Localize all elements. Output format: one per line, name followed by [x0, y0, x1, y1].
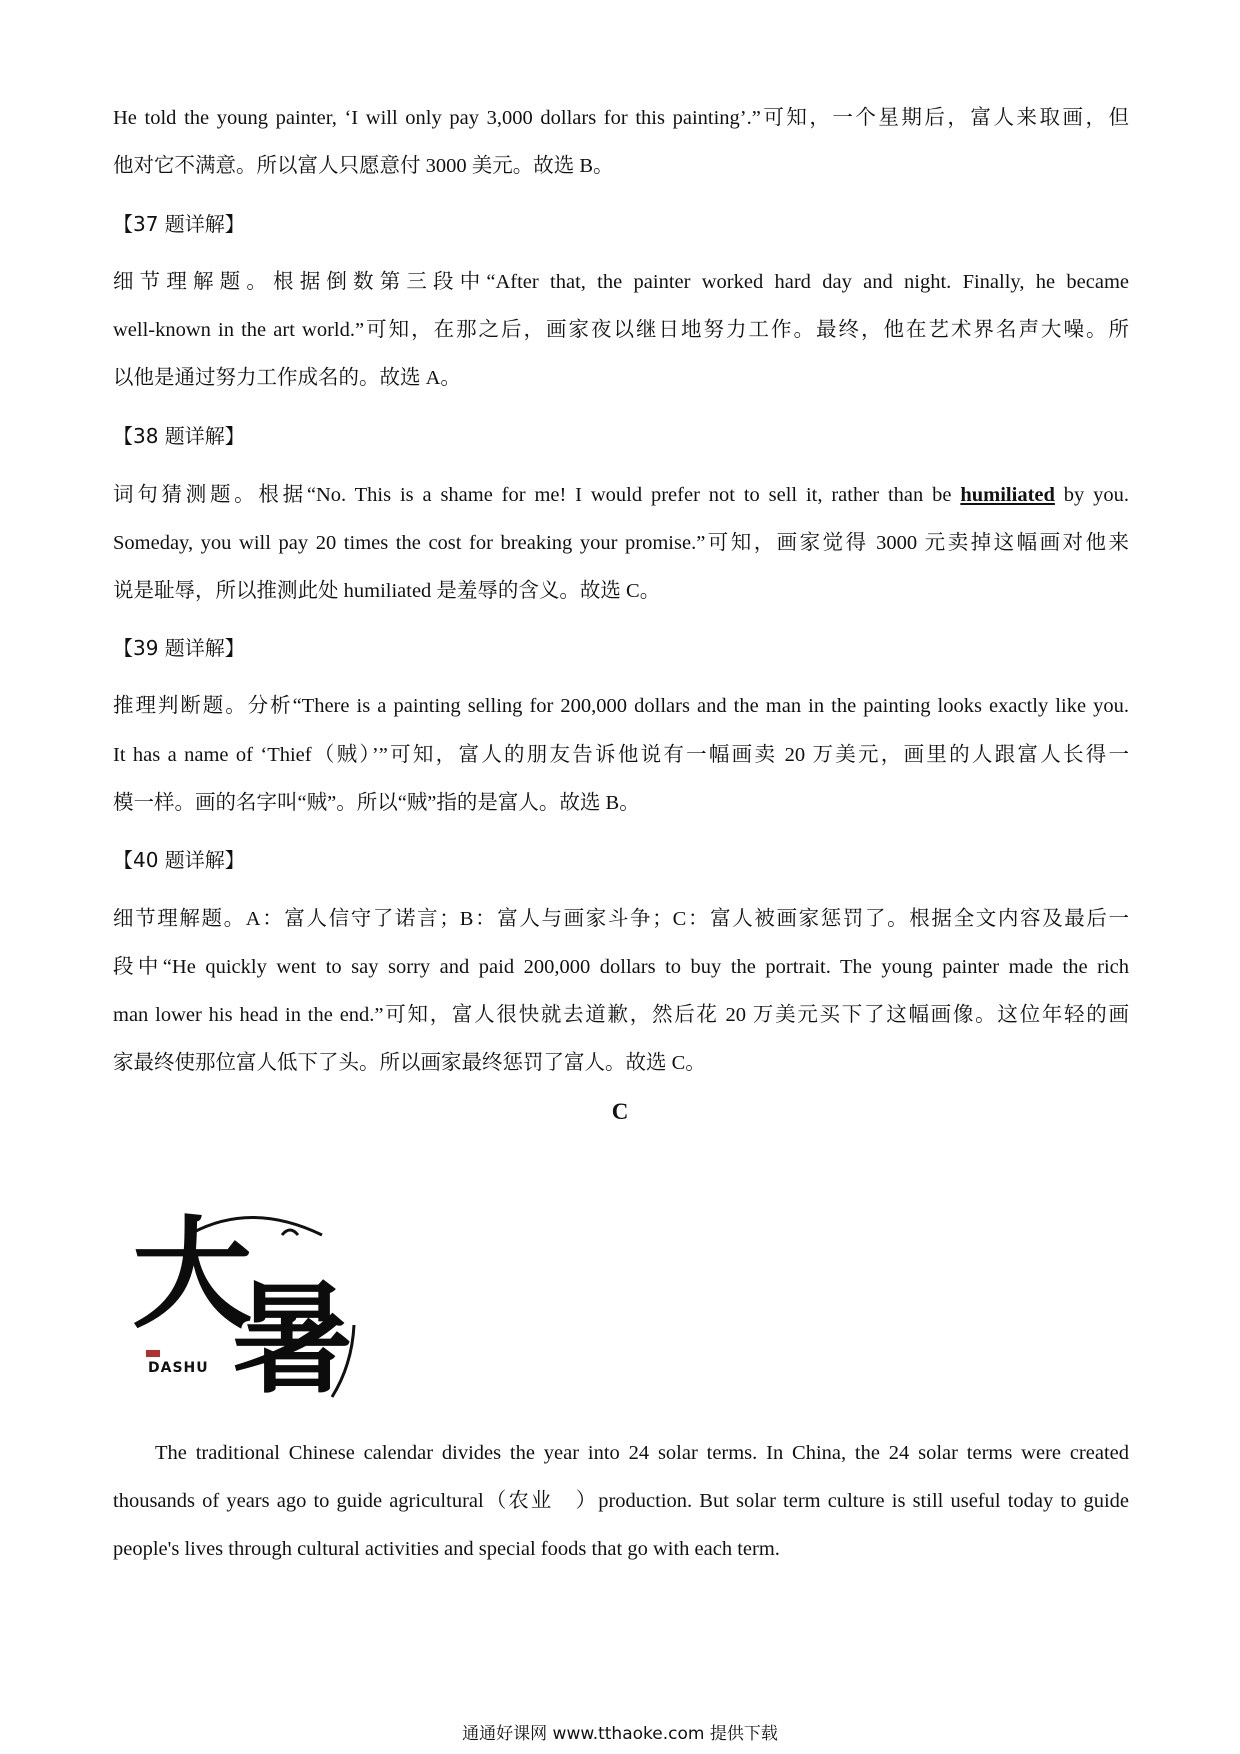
- q38-line-2: Someday, you will pay 20 times the cost for breaking your promise.”可知，画家觉得 3000 元卖掉这幅画对他来: [113, 532, 1129, 554]
- prev-para-line-1: He told the young painter, ‘I will only pay 3,000 dollars for this painting’.”可知，一个星期后，富人来取画，但: [113, 107, 1129, 129]
- q38-heading: 【38 题详解】: [113, 424, 245, 448]
- q37-line-2: well-known in the art world.”可知，在那之后，画家夜以继日地努力工作。最终，他在艺术界名声大噪。所: [113, 319, 1129, 341]
- q39-heading: 【39 题详解】: [113, 636, 245, 660]
- q38-line-1: [113, 480, 1129, 510]
- q37-heading: 【37 题详解】: [113, 212, 245, 236]
- dashu-logo: [132, 1205, 372, 1415]
- q40-heading: 【40 题详解】: [113, 848, 245, 872]
- passage-line-1: The traditional Chinese calendar divides the year into 24 solar terms. In China, the 24 solar terms were created: [155, 1442, 1129, 1464]
- logo-subtitle: DASHU: [148, 1360, 209, 1376]
- q40-line-3: man lower his head in the end.”可知，富人很快就去道歉，然后花 20 万美元买下了这幅画像。这位年轻的画: [113, 1004, 1129, 1026]
- section-letter: C: [611, 1099, 629, 1124]
- prev-para-line-2: 他对它不满意。所以富人只愿意付 3000 美元。故选 B。: [113, 155, 614, 177]
- q38-line-1-pre: 词句猜测题。根据“No. This is a shame for me! I would prefer not to sell it, rather than be: [113, 484, 961, 506]
- q37-line-3: 以他是通过努力工作成名的。故选 A。: [113, 367, 461, 389]
- q38-line-1-post: by you.: [1054, 484, 1130, 506]
- passage-line-2: thousands of years ago to guide agricultural（农业 ）production. But solar term culture is still useful today to guide: [113, 1490, 1129, 1512]
- q38-line-3: 说是耻辱，所以推测此处 humiliated 是羞辱的含义。故选 C。: [113, 580, 661, 602]
- q40-line-1: 细节理解题。A：富人信守了诺言；B：富人与画家斗争；C：富人被画家惩罚了。根据全文内容及最后一: [113, 908, 1129, 930]
- q37-line-1: 细节理解题。根据倒数第三段中“After that, the painter worked hard day and night. Finally, he became: [113, 271, 1129, 293]
- logo-char-shu: 暑: [232, 1269, 352, 1410]
- page-footer: 通通好课网 www.tthaoke.com 提供下载: [462, 1724, 778, 1744]
- q40-line-2: 段中“He quickly went to say sorry and paid 200,000 dollars to buy the portrait. The young painter made the rich: [113, 956, 1129, 978]
- q39-line-3: 模一样。画的名字叫“贼”。所以“贼”指的是富人。故选 B。: [113, 792, 640, 814]
- q39-line-1: 推理判断题。分析“There is a painting selling for 200,000 dollars and the man in the painting looks exactly like you.: [113, 695, 1129, 717]
- logo-char-da: 大: [132, 1204, 252, 1345]
- humiliated-keyword: humiliated: [960, 484, 1055, 506]
- q40-line-4: 家最终使那位富人低下了头。所以画家最终惩罚了富人。故选 C。: [113, 1052, 706, 1074]
- passage-line-3: people's lives through cultural activities and special foods that go with each term.: [113, 1538, 780, 1560]
- q39-line-2: It has a name of ‘Thief（贼）’”可知，富人的朋友告诉他说有一幅画卖 20 万美元，画里的人跟富人长得一: [113, 744, 1129, 766]
